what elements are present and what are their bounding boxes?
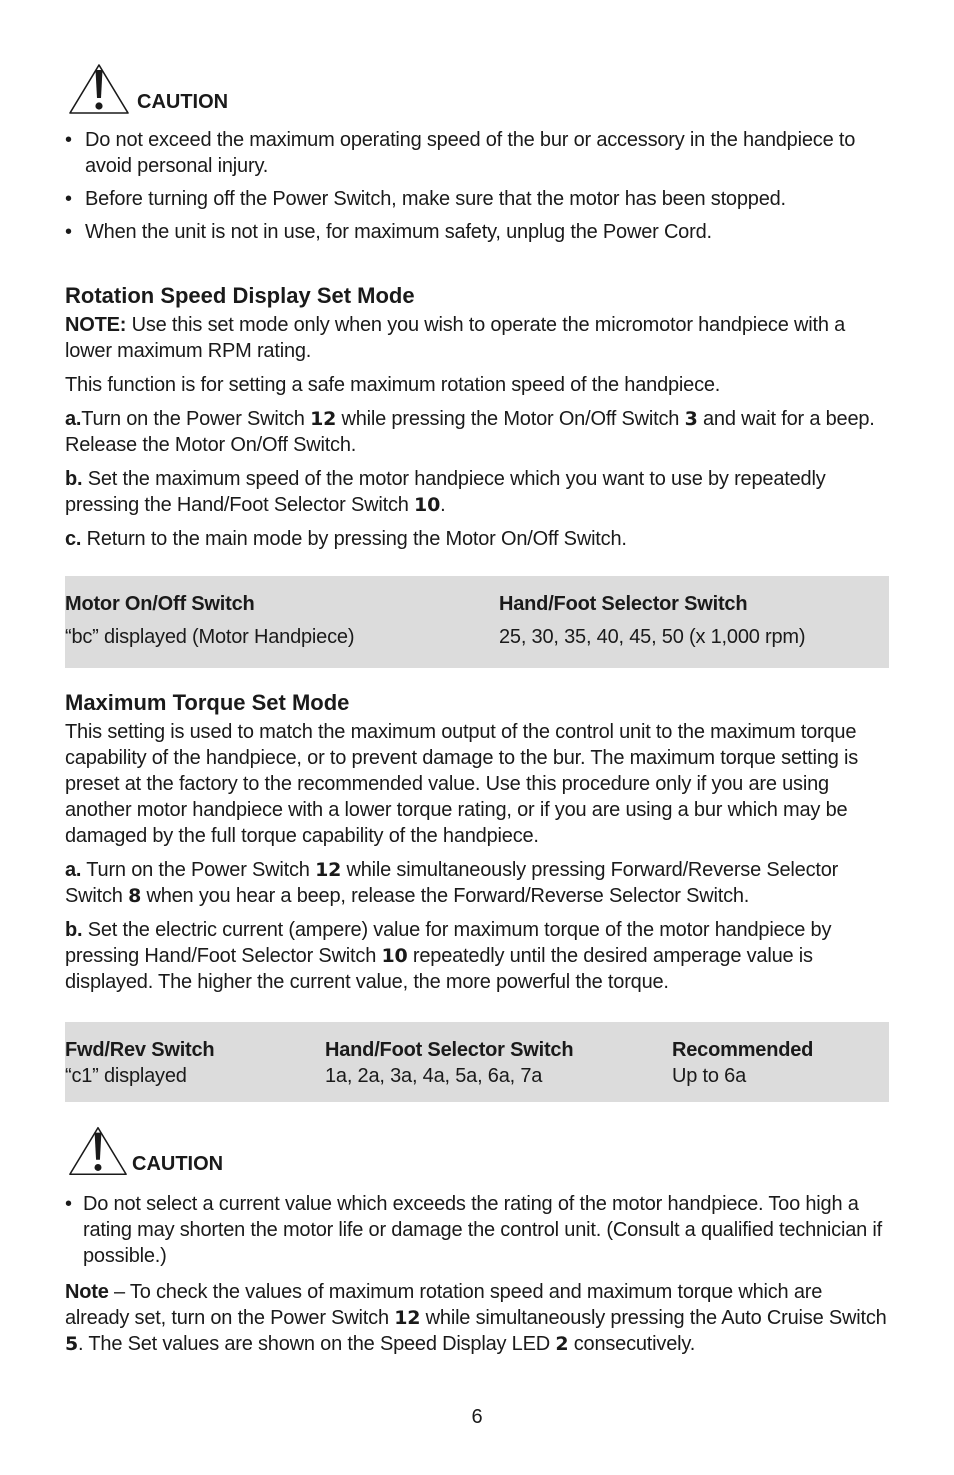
torque-settings-table: [65, 1022, 889, 1102]
caution-header: [67, 1124, 223, 1178]
table-cell: 25, 30, 35, 40, 45, 50 (x 1,000 rpm): [499, 626, 806, 648]
table-header: Hand/Foot Selector Switch: [499, 593, 748, 615]
caution-bullets: [65, 127, 890, 245]
list-item: • When the unit is not in use, for maximum safety, unplug the Power Cord.: [65, 221, 712, 243]
table-cell: “c1” displayed: [65, 1065, 187, 1087]
table-cell: “bc” displayed (Motor Handpiece): [65, 626, 355, 648]
bullet-text: When the unit is not in use, for maximum safety, unplug the Power Cord.: [85, 221, 712, 243]
list-item: • Before turning off the Power Switch, make sure that the motor has been stopped.: [65, 188, 786, 210]
warning-triangle-icon: [67, 62, 131, 116]
rotation-note: NOTE: Use this set mode only when you wish to operate the micromotor handpiece with a lower maximum RPM rating.: [65, 314, 846, 362]
table-header: Fwd/Rev Switch: [65, 1039, 215, 1061]
page-number: 6: [471, 1406, 483, 1428]
list-item: • Do not select a current value which exceeds the rating of the motor handpiece. Too high a rating may shorten the motor life or damage the control unit. (Consult a qualified technician if possible.): [65, 1191, 890, 1269]
table-header: Hand/Foot Selector Switch: [325, 1039, 574, 1061]
section-heading-torque: Maximum Torque Set Mode: [65, 690, 350, 715]
final-note: Note – To check the values of maximum rotation speed and maximum torque which are already set, turn on the Power Switch 12 while simultaneously pressing the Auto Cruise Switch 5. The Set values are shown on the Speed Display LED 2 consecutively.: [65, 1281, 887, 1355]
rotation-step-a: a.Turn on the Power Switch 12 while pressing the Motor On/Off Switch 3 and wait for a beep. Release the Motor On/Off Switch.: [65, 408, 875, 456]
rotation-settings-table: [65, 576, 889, 668]
torque-intro: This setting is used to match the maximum output of the control unit to the maximum torque capability of the handpiece, or to prevent damage to the bur. The maximum torque setting is preset at the factory to the recommended value. Use this procedure only if you are using another motor handpiece with a lower torque rating, or if you are using a bur which may be damaged by the full torque capability of the handpiece.: [65, 721, 859, 847]
rotation-section-body: [65, 312, 890, 552]
rotation-intro: This function is for setting a safe maximum rotation speed of the handpiece.: [65, 374, 721, 396]
rotation-step-c: c. Return to the main mode by pressing the Motor On/Off Switch.: [65, 528, 627, 550]
rotation-step-b: b. Set the maximum speed of the motor handpiece which you want to use by repeatedly pressing the Hand/Foot Selector Switch 10.: [65, 468, 826, 516]
warning-triangle-icon: [67, 1124, 129, 1178]
torque-step-b: b. Set the electric current (ampere) value for maximum torque of the motor handpiece by pressing Hand/Foot Selector Switch 10 repeatedly until the desired amperage value is displayed. The higher the current value, the more powerful the torque.: [65, 919, 832, 993]
table-header: Recommended: [672, 1039, 814, 1061]
caution-label: CAUTION: [137, 91, 229, 113]
table-cell: 1a, 2a, 3a, 4a, 5a, 6a, 7a: [325, 1065, 543, 1087]
section-heading-rotation: Rotation Speed Display Set Mode: [65, 283, 415, 308]
table-header: Motor On/Off Switch: [65, 593, 255, 615]
caution-label: CAUTION: [132, 1153, 224, 1175]
torque-step-a: a. Turn on the Power Switch 12 while simultaneously pressing Forward/Reverse Selector Switch 8 when you hear a beep, release the Forward/Reverse Selector Switch.: [65, 859, 839, 907]
bullet-text: Do not select a current value which exceeds the rating of the motor handpiece. Too high a rating may shorten the motor life or damage the control unit. (Consult a qualified technician if possible.): [83, 1193, 883, 1267]
list-item: • Do not exceed the maximum operating speed of the bur or accessory in the handpiece to avoid personal injury.: [65, 127, 890, 179]
table-cell: Up to 6a: [672, 1065, 747, 1087]
bullet-text: Do not exceed the maximum operating speed of the bur or accessory in the handpiece to avoid personal injury.: [85, 129, 856, 177]
torque-section-body: [65, 719, 890, 995]
bullet-text: Before turning off the Power Switch, make sure that the motor has been stopped.: [85, 188, 786, 210]
caution-header: [67, 62, 228, 116]
